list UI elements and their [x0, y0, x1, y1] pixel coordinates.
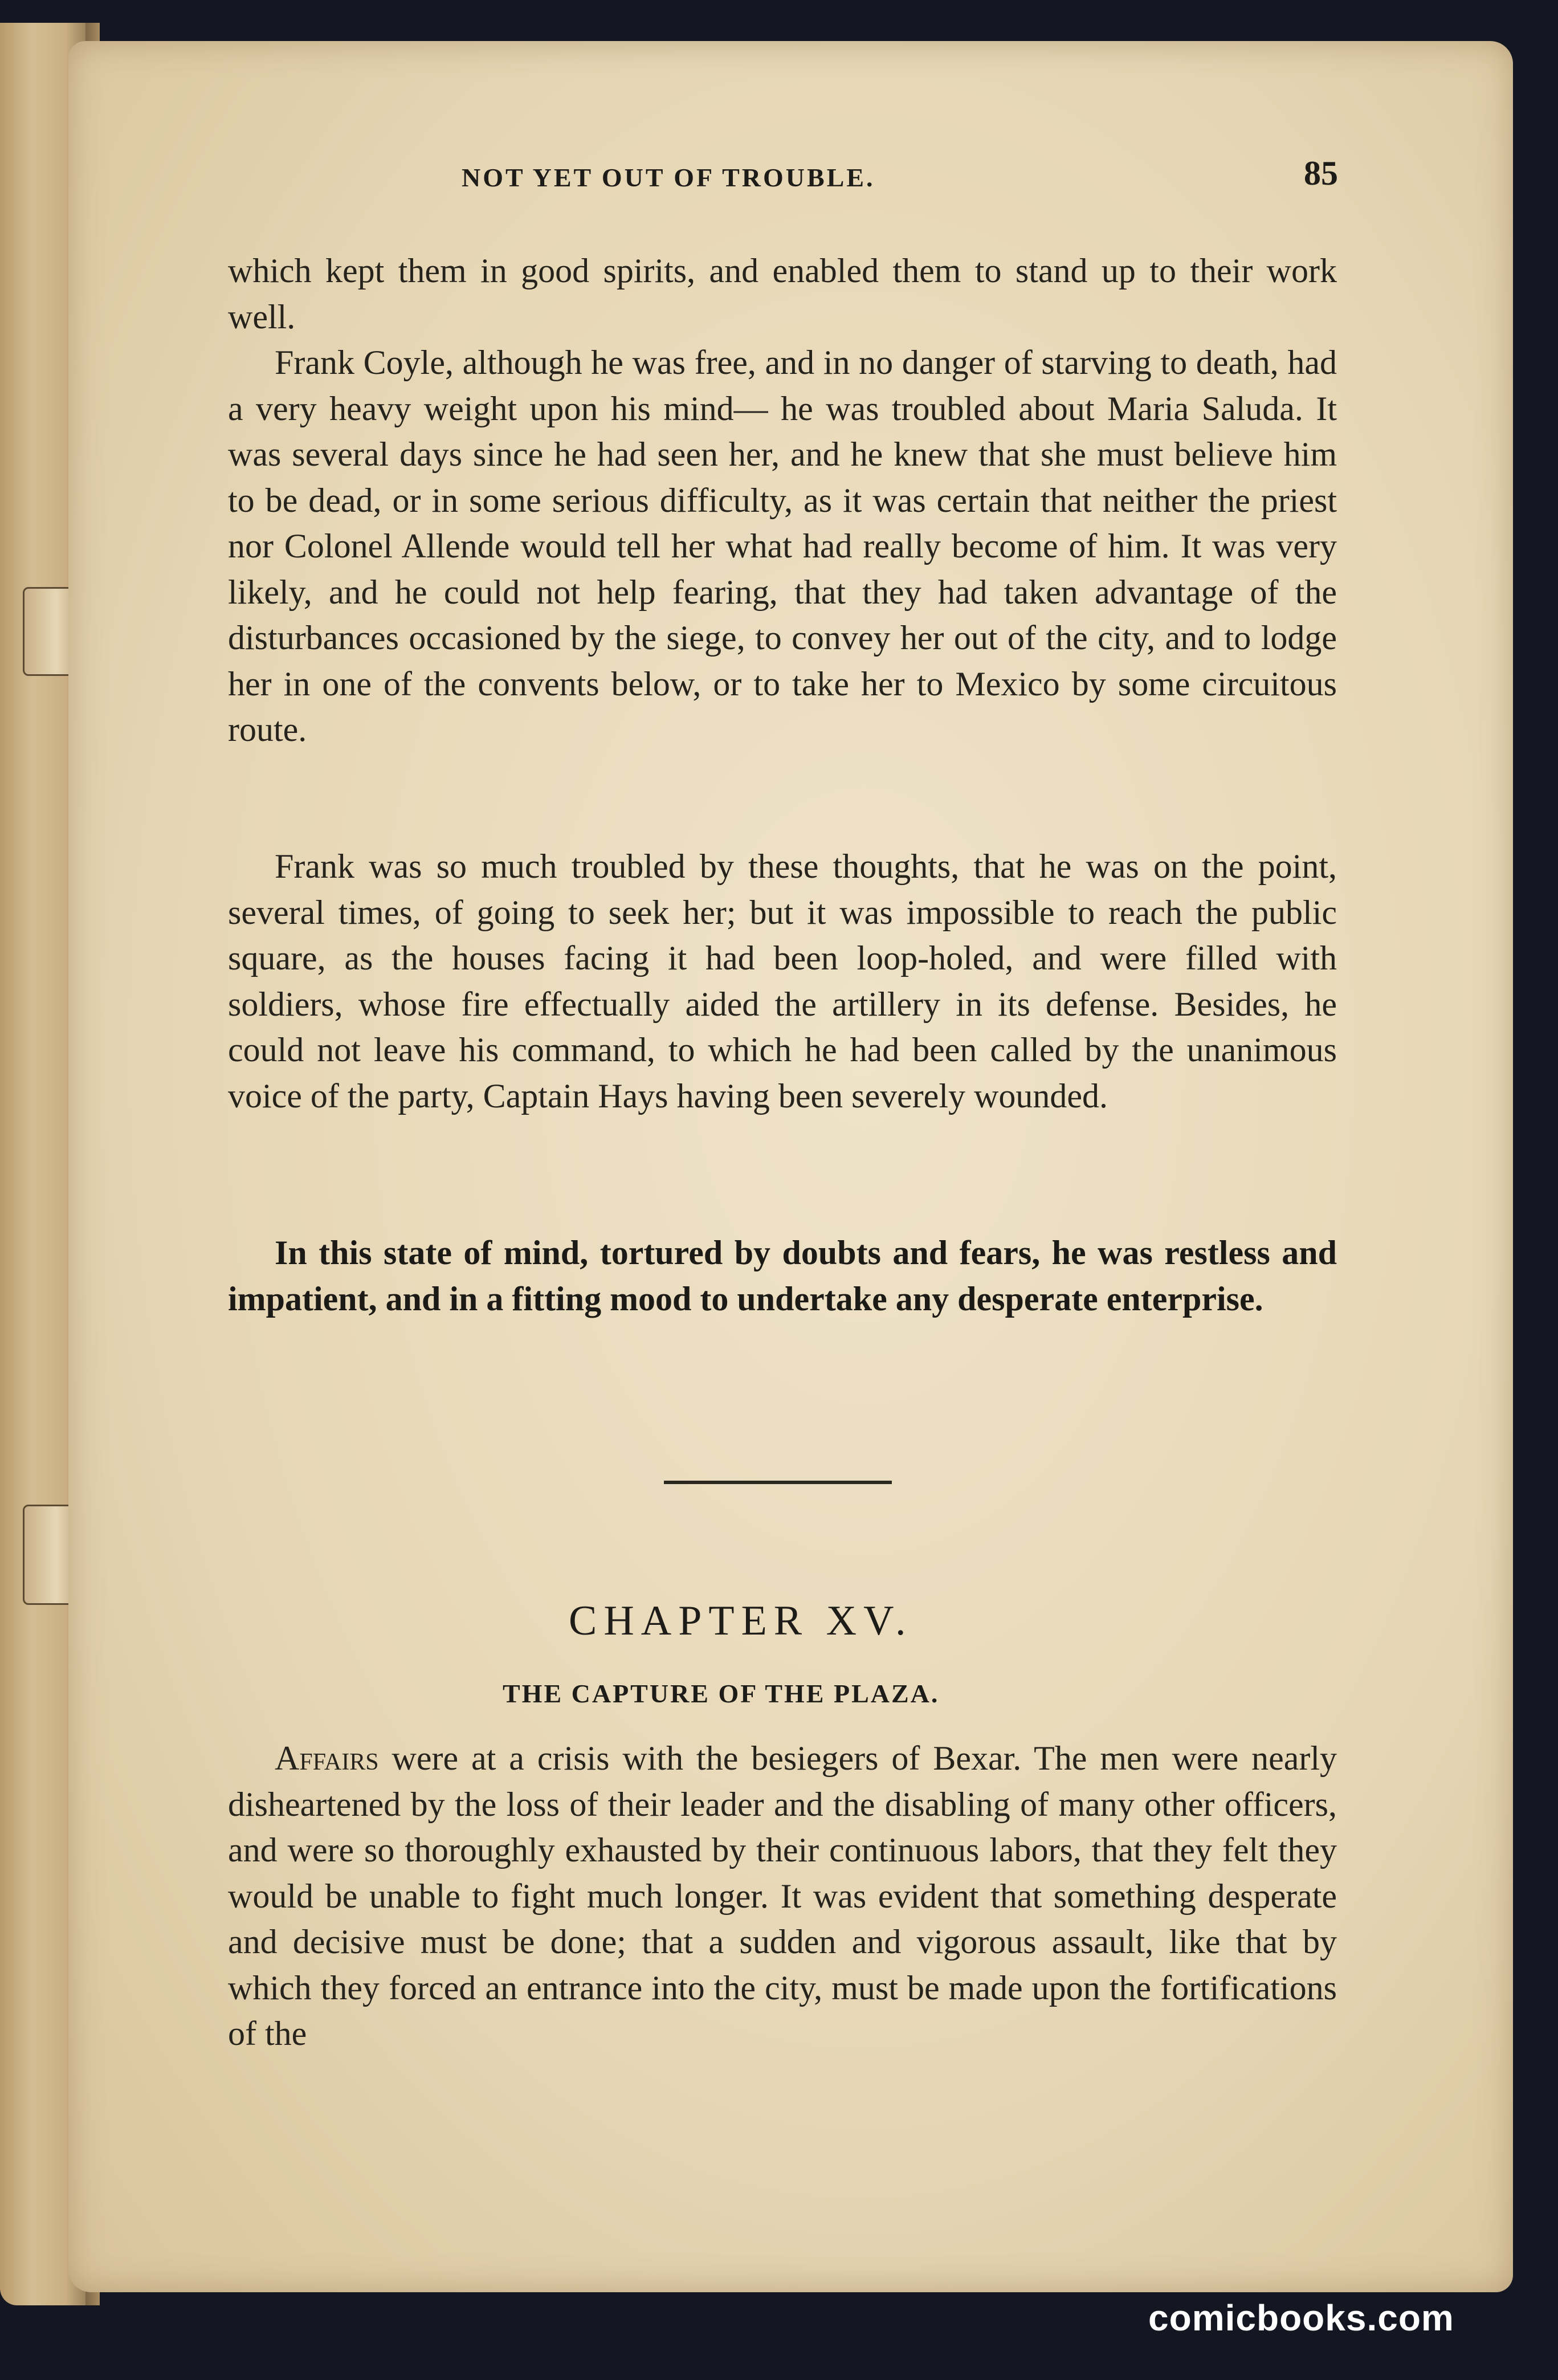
chapter-subtitle: THE CAPTURE OF THE PLAZA.: [503, 1679, 940, 1708]
chapter-paragraph-1: [228, 1735, 1337, 2057]
chapter-paragraph-text: were at a crisis with the besiegers of Bexar. The men were nearly disheartened by the loss of their leader and the disabling of many other officers, and were so thoroughly exhausted by their continuous labors, that they felt they would be unable to fight much longer. It was evident that something desperate and decisive must be done; that a sudden and vigorous assault, like that by which they forced an entrance into the city, must be made upon the fortifications of the: [228, 1739, 1337, 2052]
section-divider: [664, 1481, 892, 1484]
paragraph-1: which kept them in good spirits, and enabled them to stand up to their work well.: [228, 252, 1337, 336]
running-head: NOT YET OUT OF TROUBLE.: [462, 163, 875, 192]
page-number: 85: [1304, 154, 1338, 192]
paragraph-2: Frank Coyle, although he was free, and in no danger of starving to death, had a very heavy weight upon his mind— he was troubled about Maria Saluda. It was several days since he had seen her, and he knew that she must believe him to be dead, or in some serious difficulty, as it was certain that neither the priest nor Colonel Allende would tell her what had really become of him. It was very likely, and he could not help fearing, that they had taken advantage of the disturbances occasioned by the siege, to convey her out of the city, and to lodge her in one of the convents below, or to take her to Mexico by some circuitous route.: [228, 344, 1337, 748]
chapter-title: CHAPTER XV.: [569, 1597, 913, 1644]
paragraph-4: In this state of mind, tortured by doubts and fears, he was restless and impatient, and in a fitting mood to undertake any desperate enterprise.: [228, 1234, 1337, 1318]
watermark: comicbooks.com: [1148, 2297, 1454, 2338]
chapter-lead-word: Affairs: [275, 1739, 379, 1777]
paragraph-3: Frank was so much troubled by these thoughts, that he was on the point, several times, of going to seek her; but it was impossible to reach the public square, as the houses facing it had been loop-holed, and were filled with soldiers, whose fire effectually aided the artillery in its defense. Besides, he could not leave his command, to which he had been called by the unanimous voice of the party, Captain Hays having been severely wounded.: [228, 847, 1337, 1115]
